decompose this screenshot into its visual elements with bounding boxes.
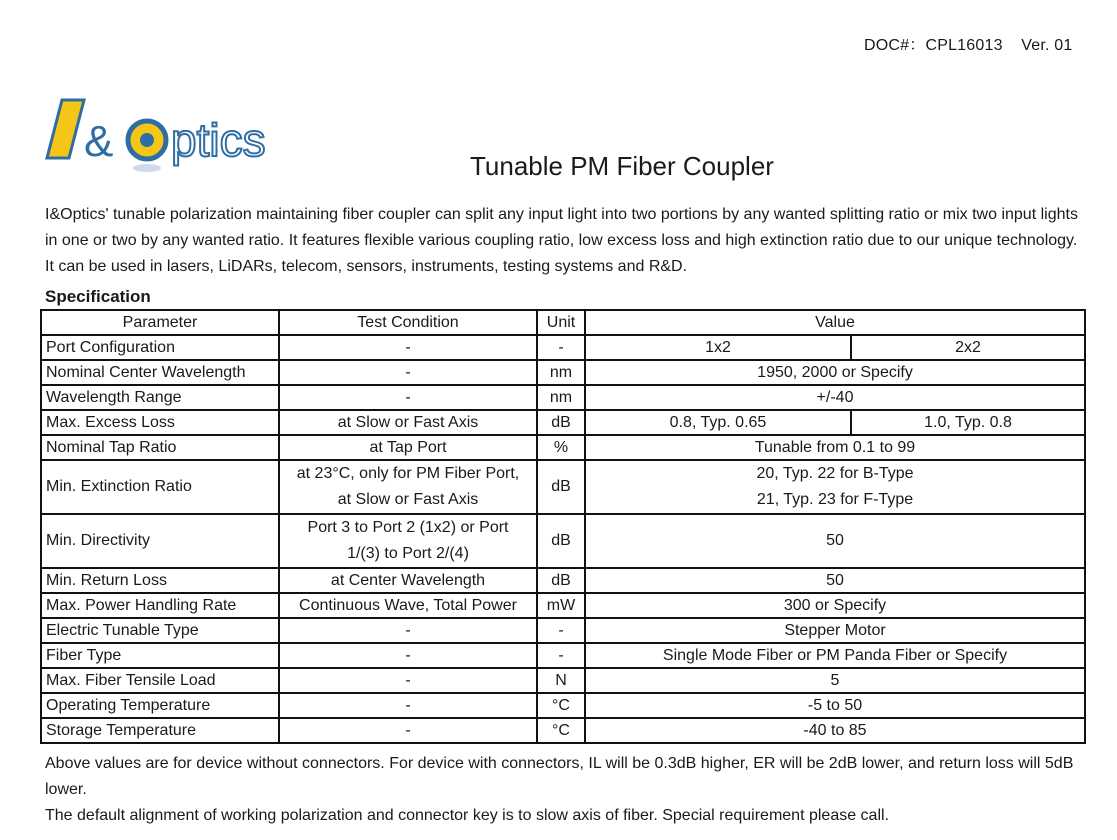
doc-number-line — [864, 32, 1073, 55]
table-row — [41, 568, 1085, 593]
condition-line: Port 3 to Port 2 (1x2) or Port — [307, 519, 509, 536]
table-row — [41, 410, 1085, 435]
condition-cell: - — [279, 668, 537, 693]
table-row — [41, 718, 1085, 743]
param-cell: Nominal Tap Ratio — [41, 435, 279, 460]
value-line: 20, Typ. 22 for B-Type — [756, 465, 914, 482]
header-value: Value — [585, 310, 1085, 335]
condition-cell: at Tap Port — [279, 435, 537, 460]
page-title: Tunable PM Fiber Coupler — [470, 151, 774, 181]
condition-cell: Continuous Wave, Total Power — [279, 593, 537, 618]
param-cell: Max. Power Handling Rate — [41, 593, 279, 618]
table-row — [41, 360, 1085, 385]
intro-paragraph: I&Optics' tunable polarization maintaining fiber coupler can split any input light into two portions by any wanted splitting ratio or mix two input lights in one or two by any wanted ratio. It features flexible various coupling ratio, low excess loss and high extinction ratio due to our unique technology. It can be used in lasers, LiDARs, telecom, sensors, instruments, testing systems and R&D. — [45, 206, 1078, 275]
value-cell: -40 to 85 — [585, 718, 1085, 743]
condition-cell: - — [279, 335, 537, 360]
value-cell: 50 — [585, 514, 1085, 568]
value-cell: -5 to 50 — [585, 693, 1085, 718]
unit-cell: dB — [537, 410, 585, 435]
header-condition: Test Condition — [279, 310, 537, 335]
header-parameter: Parameter — [41, 310, 279, 335]
value-cell: 300 or Specify — [585, 593, 1085, 618]
unit-cell: dB — [537, 460, 585, 514]
condition-cell — [279, 460, 537, 514]
value-cell: +/-40 — [585, 385, 1085, 410]
table-row — [41, 460, 1085, 514]
param-cell: Port Configuration — [41, 335, 279, 360]
condition-line: at Slow or Fast Axis — [337, 491, 479, 508]
value-cell: Single Mode Fiber or PM Panda Fiber or Specify — [585, 643, 1085, 668]
table-row — [41, 618, 1085, 643]
condition-cell: at Center Wavelength — [279, 568, 537, 593]
param-cell: Max. Fiber Tensile Load — [41, 668, 279, 693]
unit-cell: °C — [537, 718, 585, 743]
value-cell-1x2: 0.8, Typ. 0.65 — [585, 410, 851, 435]
condition-cell: - — [279, 385, 537, 410]
unit-cell: - — [537, 643, 585, 668]
spec-table — [40, 309, 1086, 744]
param-cell: Max. Excess Loss — [41, 410, 279, 435]
spec-heading: Specification — [45, 287, 151, 306]
value-cell: 50 — [585, 568, 1085, 593]
param-cell: Min. Directivity — [41, 514, 279, 568]
doc-number: DOC#：CPL16013 — [864, 37, 1003, 54]
value-cell: 5 — [585, 668, 1085, 693]
value-cell: 1950, 2000 or Specify — [585, 360, 1085, 385]
notes — [45, 751, 1085, 829]
value-cell-2x2: 1.0, Typ. 0.8 — [851, 410, 1085, 435]
unit-cell: dB — [537, 568, 585, 593]
condition-cell: at Slow or Fast Axis — [279, 410, 537, 435]
condition-cell: - — [279, 693, 537, 718]
table-row — [41, 668, 1085, 693]
table-row — [41, 693, 1085, 718]
unit-cell: - — [537, 335, 585, 360]
condition-cell: - — [279, 643, 537, 668]
doc-version: Ver. 01 — [1021, 37, 1073, 54]
condition-cell — [279, 514, 537, 568]
param-cell: Min. Return Loss — [41, 568, 279, 593]
value-cell: Stepper Motor — [585, 618, 1085, 643]
value-line: 21, Typ. 23 for F-Type — [756, 491, 914, 508]
condition-cell: - — [279, 360, 537, 385]
unit-cell: % — [537, 435, 585, 460]
param-cell: Nominal Center Wavelength — [41, 360, 279, 385]
table-row — [41, 385, 1085, 410]
condition-cell: - — [279, 718, 537, 743]
value-cell-1x2: 1x2 — [585, 335, 851, 360]
value-cell — [585, 460, 1085, 514]
param-cell: Operating Temperature — [41, 693, 279, 718]
value-cell-2x2: 2x2 — [851, 335, 1085, 360]
condition-cell: - — [279, 618, 537, 643]
company-logo — [44, 92, 304, 182]
table-row — [41, 335, 1085, 360]
svg-text:ptics: ptics — [171, 114, 266, 166]
condition-line: 1/(3) to Port 2/(4) — [347, 545, 469, 562]
param-cell: Electric Tunable Type — [41, 618, 279, 643]
unit-cell: nm — [537, 360, 585, 385]
value-cell: Tunable from 0.1 to 99 — [585, 435, 1085, 460]
unit-cell: nm — [537, 385, 585, 410]
table-row — [41, 643, 1085, 668]
table-row — [41, 593, 1085, 618]
unit-cell: N — [537, 668, 585, 693]
svg-text:&: & — [84, 117, 114, 166]
table-row — [41, 514, 1085, 568]
note-connectors: Above values are for device without connectors. For device with connectors, IL will be 0.3dB higher, ER will be 2dB lower, and return loss will 5dB lower. — [45, 755, 1074, 798]
unit-cell: - — [537, 618, 585, 643]
param-cell: Wavelength Range — [41, 385, 279, 410]
table-row — [41, 435, 1085, 460]
unit-cell: dB — [537, 514, 585, 568]
param-cell: Fiber Type — [41, 643, 279, 668]
param-cell: Min. Extinction Ratio — [41, 460, 279, 514]
param-cell: Storage Temperature — [41, 718, 279, 743]
unit-cell: mW — [537, 593, 585, 618]
table-header-row — [41, 310, 1085, 335]
note-alignment: The default alignment of working polarization and connector key is to slow axis of fiber. Special requirement please call. — [45, 807, 890, 824]
header-unit: Unit — [537, 310, 585, 335]
condition-line: at 23°C, only for PM Fiber Port, — [296, 465, 520, 482]
unit-cell: °C — [537, 693, 585, 718]
